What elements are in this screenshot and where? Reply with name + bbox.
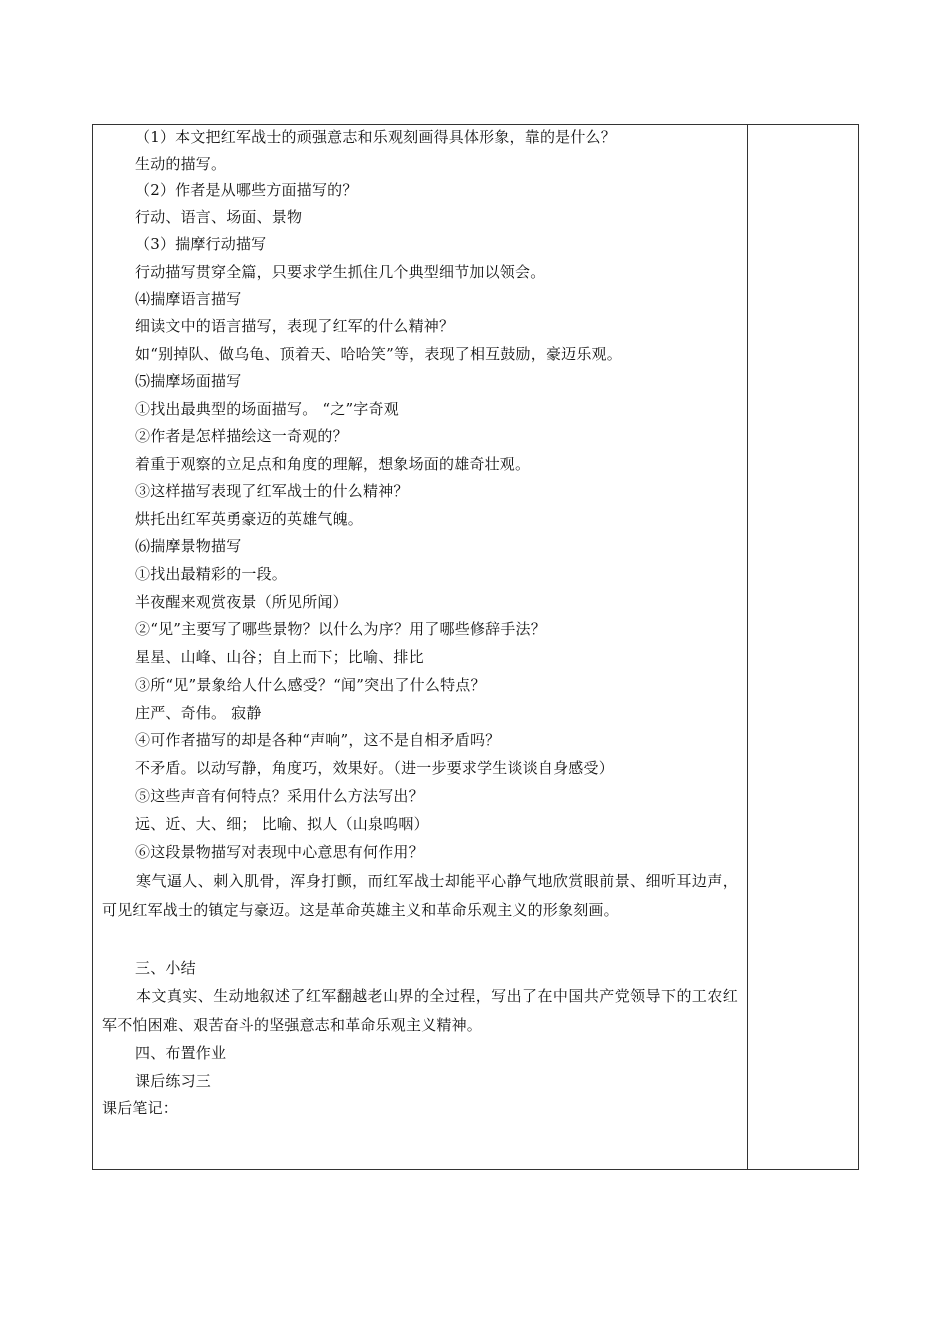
text-line: ③这样描写表现了红军战士的什么精神？ bbox=[135, 482, 409, 500]
text-line: 烘托出红军英勇豪迈的英雄气魄。 bbox=[135, 510, 364, 528]
text-line: ①找出最精彩的一段。 bbox=[135, 565, 288, 583]
text-line: ⑷揣摩语言描写 bbox=[135, 290, 242, 308]
summary-paragraph: 本文真实、生动地叙述了红军翻越老山界的全过程，写出了在中国共产党领导下的工农红军不怕困难、艰苦奋斗的坚强意志和革命乐观主义精神。 bbox=[102, 987, 738, 1034]
text-line: 庄严、奇伟。 寂静 bbox=[135, 704, 262, 722]
text-line: 星星、山峰、山谷；自上而下；比喻、排比 bbox=[135, 648, 424, 666]
section-summary-title: 三、小结 bbox=[135, 959, 196, 977]
section-homework-title: 四、布置作业 bbox=[135, 1044, 227, 1062]
text-line: 生动的描写。 bbox=[135, 155, 227, 173]
text-line: 细读文中的语言描写，表现了红军的什么精神？ bbox=[135, 317, 455, 335]
text-line: ②“见”主要写了哪些景物？以什么为序？用了哪些修辞手法？ bbox=[135, 620, 546, 638]
text-line: 行动、语言、场面、景物 bbox=[135, 208, 303, 226]
text-line: 着重于观察的立足点和角度的理解，想象场面的雄奇壮观。 bbox=[135, 455, 531, 473]
text-line: 半夜醒来观赏夜景（所见所闻） bbox=[135, 593, 348, 611]
text-line: ⑥这段景物描写对表现中心意思有何作用？ bbox=[135, 843, 424, 861]
significance-paragraph: 寒气逼人、刺入肌骨，浑身打颤，而红军战士却能平心静气地欣赏眼前景、细听耳边声，可见红军战士的镇定与豪迈。这是革命英雄主义和革命乐观主义的形象刻画。 bbox=[102, 872, 738, 919]
text-line: ⑤这些声音有何特点？采用什么方法写出？ bbox=[135, 787, 424, 805]
side-notes-cell bbox=[748, 125, 858, 1169]
text-line: （1）本文把红军战士的顽强意志和乐观刻画得具体形象，靠的是什么？ bbox=[135, 128, 616, 146]
text-line: ②作者是怎样描绘这一奇观的？ bbox=[135, 427, 348, 445]
text-line: 如“别掉队、做乌龟、顶着天、哈哈笑”等，表现了相互鼓励，豪迈乐观。 bbox=[135, 345, 622, 363]
text-line: ④可作者描写的却是各种“声响”，这不是自相矛盾吗？ bbox=[135, 731, 501, 749]
text-line: 不矛盾。以动写静，角度巧，效果好。（进一步要求学生谈谈自身感受） bbox=[135, 759, 614, 777]
notes-label: 课后笔记： bbox=[102, 1099, 179, 1117]
text-line: ⑸揣摩场面描写 bbox=[135, 372, 242, 390]
lesson-content-cell bbox=[93, 125, 747, 1169]
text-line: （3）揣摩行动描写 bbox=[135, 235, 267, 253]
text-line: ①找出最典型的场面描写。 “之”字奇观 bbox=[135, 400, 399, 418]
lesson-table bbox=[92, 124, 859, 1170]
text-line: ③所“见”景象给人什么感受？“闻”突出了什么特点？ bbox=[135, 676, 486, 694]
text-line: （2）作者是从哪些方面描写的？ bbox=[135, 181, 358, 199]
text-line: ⑹揣摩景物描写 bbox=[135, 537, 242, 555]
homework-item: 课后练习三 bbox=[135, 1072, 212, 1090]
text-line: 远、近、大、细； 比喻、拟人（山泉呜咽） bbox=[135, 815, 429, 833]
text-line: 行动描写贯穿全篇，只要求学生抓住几个典型细节加以领会。 bbox=[135, 263, 546, 281]
